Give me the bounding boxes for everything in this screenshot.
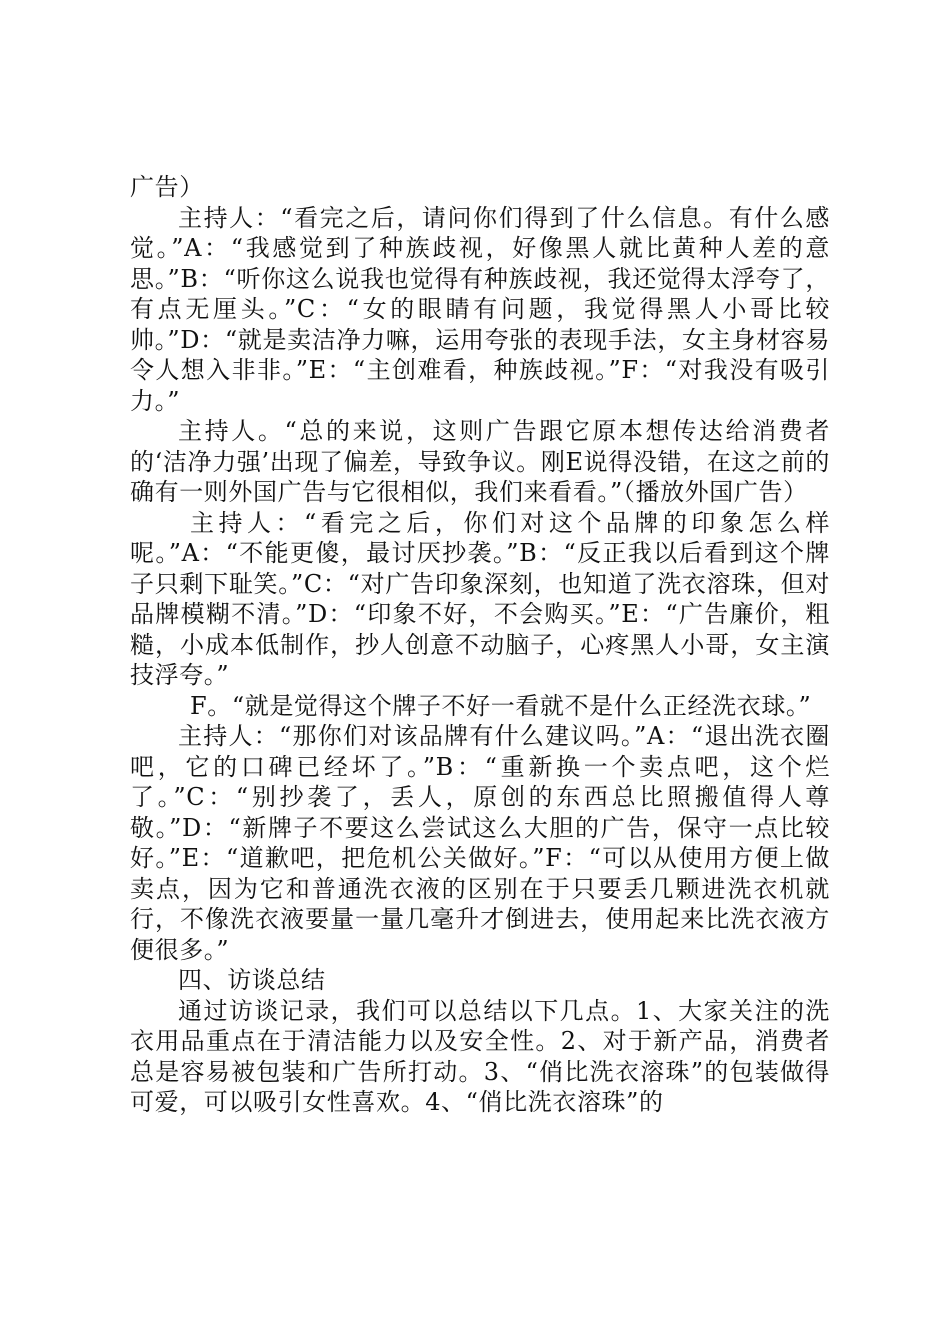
paragraph-host-question-2: 主持人：“看完之后，你们对这个品牌的印象怎么样呢。”A：“不能更傻，最讨厌抄袭。”B：“反正我以后看到这个牌子只剩下耻笑。”C：“对广告印象深刻，也知道了洗衣溶珠，但对品牌模糊不清。”D：“印象不好，不会购买。”E：“广告廉价，粗糙，小成本低制作，抄人创意不动脑子，心疼黑人小哥，女主演技浮夸。” [130,508,830,689]
paragraph-answer-f: F。“就是觉得这个牌子不好一看就不是什么正经洗衣球。” [190,691,812,720]
document-body [130,172,830,1118]
paragraph-summary: 通过访谈记录，我们可以总结以下几点。1、大家关注的洗衣用品重点在于清洁能力以及安全性。2、对于新产品，消费者总是容易被包装和广告所打动。3、“俏比洗衣溶珠”的包装做得可爱，可以吸引女性喜欢。4、“俏比洗衣溶珠”的 [130,996,830,1116]
section-heading-summary: 四、访谈总结 [178,966,326,994]
paragraph-host-question-3: 主持人：“那你们对该品牌有什么建议吗。”A：“退出洗衣圈吧，它的口碑已经坏了。”B：“重新换一个卖点吧，这个烂了。”C：“别抄袭了，丢人，原创的东西总比照搬值得人尊敬。”D：“新牌子不要这么尝试这么大胆的广告，保守一点比较好。”E：“道歉吧，把危机公关做好。”F：“可以从使用方便上做卖点，因为它和普通洗衣液的区别在于只要丢几颗进洗衣机就行，不像洗衣液要量一量几毫升才倒进去，使用起来比洗衣液方便很多。” [130,722,830,964]
paragraph-ad-end: 广告） [130,173,204,201]
paragraph-host-summary: 主持人。“总的来说，这则广告跟它原本想传达给消费者的‘洁净力强’出现了偏差，导致争议。刚E说得没错，在这之前的确有一则外国广告与它很相似，我们来看看。”（播放外国广告） [130,417,830,506]
paragraph-host-question-1: 主持人：“看完之后，请问你们得到了什么信息。有什么感觉。”A：“我感觉到了种族歧视，好像黑人就比黄种人差的意思。”B：“听你这么说我也觉得有种族歧视，我还觉得太浮夸了，有点无厘头。”C：“女的眼睛有问题，我觉得黑人小哥比较帅。”D：“就是卖洁净力嘛，运用夸张的表现手法，女主身材容易令人想入非非。”E：“主创难看，种族歧视。”F：“对我没有吸引力。” [130,203,830,415]
